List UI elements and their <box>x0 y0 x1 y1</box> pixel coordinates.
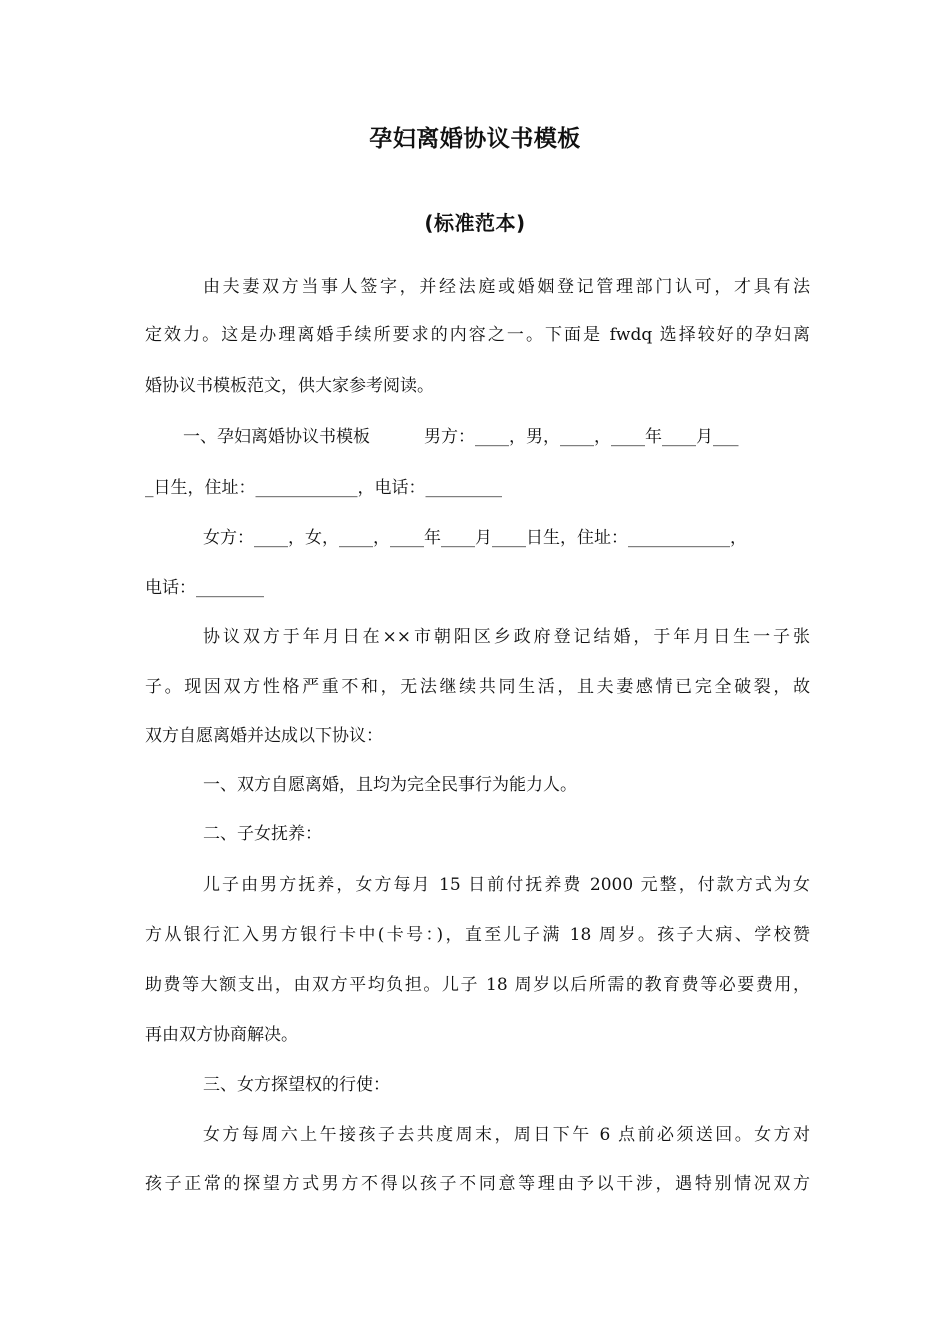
text-line: 一、孕妇离婚协议书模板 男方：____，男，____，____年____月___ <box>183 427 739 447</box>
text-line: 子。现因双方性格严重不和，无法继续共同生活，且夫妻感情已完全破裂，故 <box>145 677 810 697</box>
text-line: 由夫妻双方当事人签字，并经法庭或婚姻登记管理部门认可，才具有法 <box>203 277 810 297</box>
text-line: 电话：________ <box>145 578 264 598</box>
text-line: 方从银行汇入男方银行卡中(卡号：)，直至儿子满 18 周岁。孩子大病、学校赞 <box>145 925 810 945</box>
document-subtitle: (标准范本) <box>424 211 526 235</box>
text-line: 婚协议书模板范文，供大家参考阅读。 <box>145 376 434 396</box>
document-title: 孕妇离婚协议书模板 <box>369 126 581 152</box>
text-line: 孩子正常的探望方式男方不得以孩子不同意等理由予以干涉，遇特别情况双方 <box>145 1174 810 1194</box>
text-line: 二、子女抚养： <box>203 824 322 844</box>
text-line: 女方每周六上午接孩子去共度周末，周日下午 6 点前必须送回。女方对 <box>203 1125 810 1145</box>
text-line: 女方：____，女，____，____年____月____日生，住址：____________， <box>203 528 747 548</box>
text-line: 儿子由男方抚养，女方每月 15 日前付抚养费 2000 元整，付款方式为女 <box>203 875 810 895</box>
text-line: 助费等大额支出，由双方平均负担。儿子 18 周岁以后所需的教育费等必要费用， <box>145 975 810 995</box>
text-line: 协议双方于年月日在××市朝阳区乡政府登记结婚，于年月日生一子张 <box>203 627 810 647</box>
text-line: 定效力。这是办理离婚手续所要求的内容之一。下面是 fwdq 选择较好的孕妇离 <box>145 325 810 345</box>
text-line: 再由双方协商解决。 <box>145 1025 298 1045</box>
text-line: _日生，住址：____________，电话：_________ <box>145 478 502 498</box>
text-line: 三、女方探望权的行使： <box>203 1075 390 1095</box>
text-line: 双方自愿离婚并达成以下协议： <box>145 726 383 746</box>
text-line: 一、双方自愿离婚，且均为完全民事行为能力人。 <box>203 775 577 795</box>
